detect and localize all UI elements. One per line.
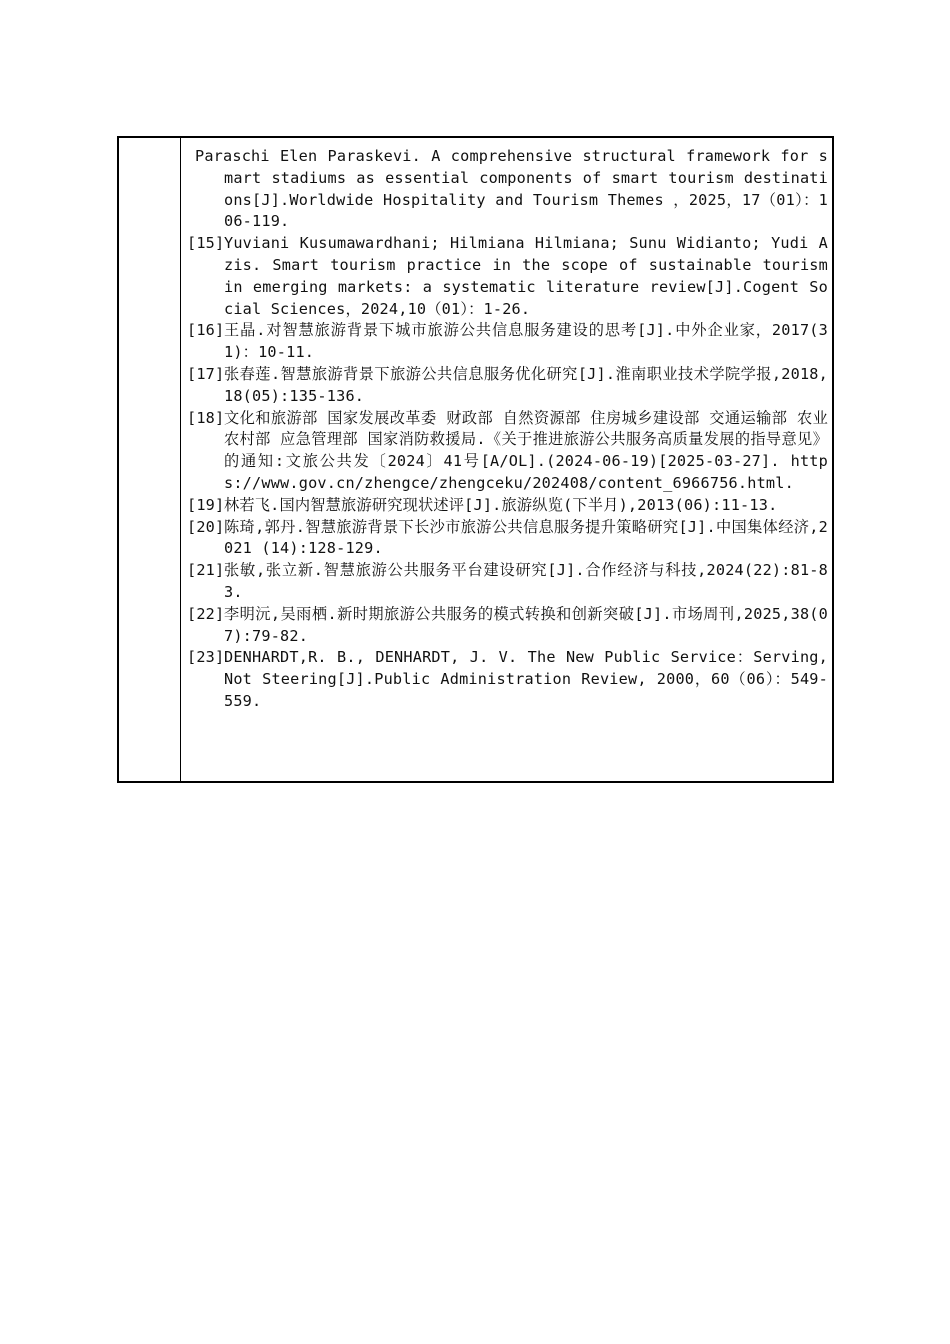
references-table	[117, 136, 834, 783]
reference-number: [17]	[187, 364, 225, 383]
reference-text: DENHARDT,R. B., DENHARDT, J. V. The New Public Service：Serving, Not Steering[J].Public Administration Review, 2000，60（06）：549-559.	[224, 648, 828, 710]
reference-text: Paraschi Elen Paraskevi. A comprehensive structural framework for smart stadiums as essential components of smart tourism destinations[J].Worldwide Hospitality and Tourism Themes ，2025，17（01）：106-119.	[195, 147, 828, 231]
reference-item	[187, 560, 828, 604]
reference-item	[187, 517, 828, 561]
reference-text: 李明沅,吴雨栖.新时期旅游公共服务的模式转换和创新突破[J].市场周刊,2025,38(07):79-82.	[224, 604, 828, 645]
reference-text: 陈琦,郭丹.智慧旅游背景下长沙市旅游公共信息服务提升策略研究[J].中国集体经济,2021 (14):128-129.	[224, 517, 828, 558]
reference-number: [23]	[187, 648, 225, 667]
reference-text: Yuviani Kusumawardhani; Hilmiana Hilmiana; Sunu Widianto; Yudi Azis. Smart tourism practice in the scope of sustainable tourism in emerging markets: a systematic literature review[J].Cogent Social Sciences，2024,10（01）：1-26.	[224, 234, 828, 318]
reference-number: [22]	[187, 604, 225, 623]
reference-number: [20]	[187, 517, 225, 536]
reference-number: [16]	[187, 321, 225, 340]
reference-number: [18]	[187, 408, 225, 427]
table-label-cell	[119, 138, 181, 781]
reference-item	[187, 604, 828, 648]
reference-item	[187, 647, 828, 712]
reference-number: [21]	[187, 561, 225, 580]
reference-number: [19]	[187, 495, 225, 514]
reference-number: [15]	[187, 234, 225, 253]
reference-item	[187, 320, 828, 364]
reference-text: 文化和旅游部 国家发展改革委 财政部 自然资源部 住房城乡建设部 交通运输部 农业农村部 应急管理部 国家消防救援局.《关于推进旅游公共服务高质量发展的指导意见》的通知:文旅公共发〔2024〕41号[A/OL].(2024-06-19)[2025-03-27]. https://www.gov.cn/zhengce/zhengceku/202408/content_6966756.html.	[224, 408, 828, 492]
reference-item	[187, 146, 828, 233]
reference-text: 林若飞.国内智慧旅游研究现状述评[J].旅游纵览(下半月),2013(06):11-13.	[224, 495, 778, 514]
reference-item	[187, 495, 828, 517]
reference-item	[187, 364, 828, 408]
references-list	[181, 138, 832, 781]
reference-item	[187, 408, 828, 495]
reference-text: 王晶.对智慧旅游背景下城市旅游公共信息服务建设的思考[J].中外企业家，2017(31)：10-11.	[224, 321, 828, 362]
reference-text: 张春莲.智慧旅游背景下旅游公共信息服务优化研究[J].淮南职业技术学院学报,2018,18(05):135-136.	[224, 364, 828, 405]
reference-text: 张敏,张立新.智慧旅游公共服务平台建设研究[J].合作经济与科技,2024(22):81-83.	[224, 561, 828, 601]
reference-item	[187, 233, 828, 320]
